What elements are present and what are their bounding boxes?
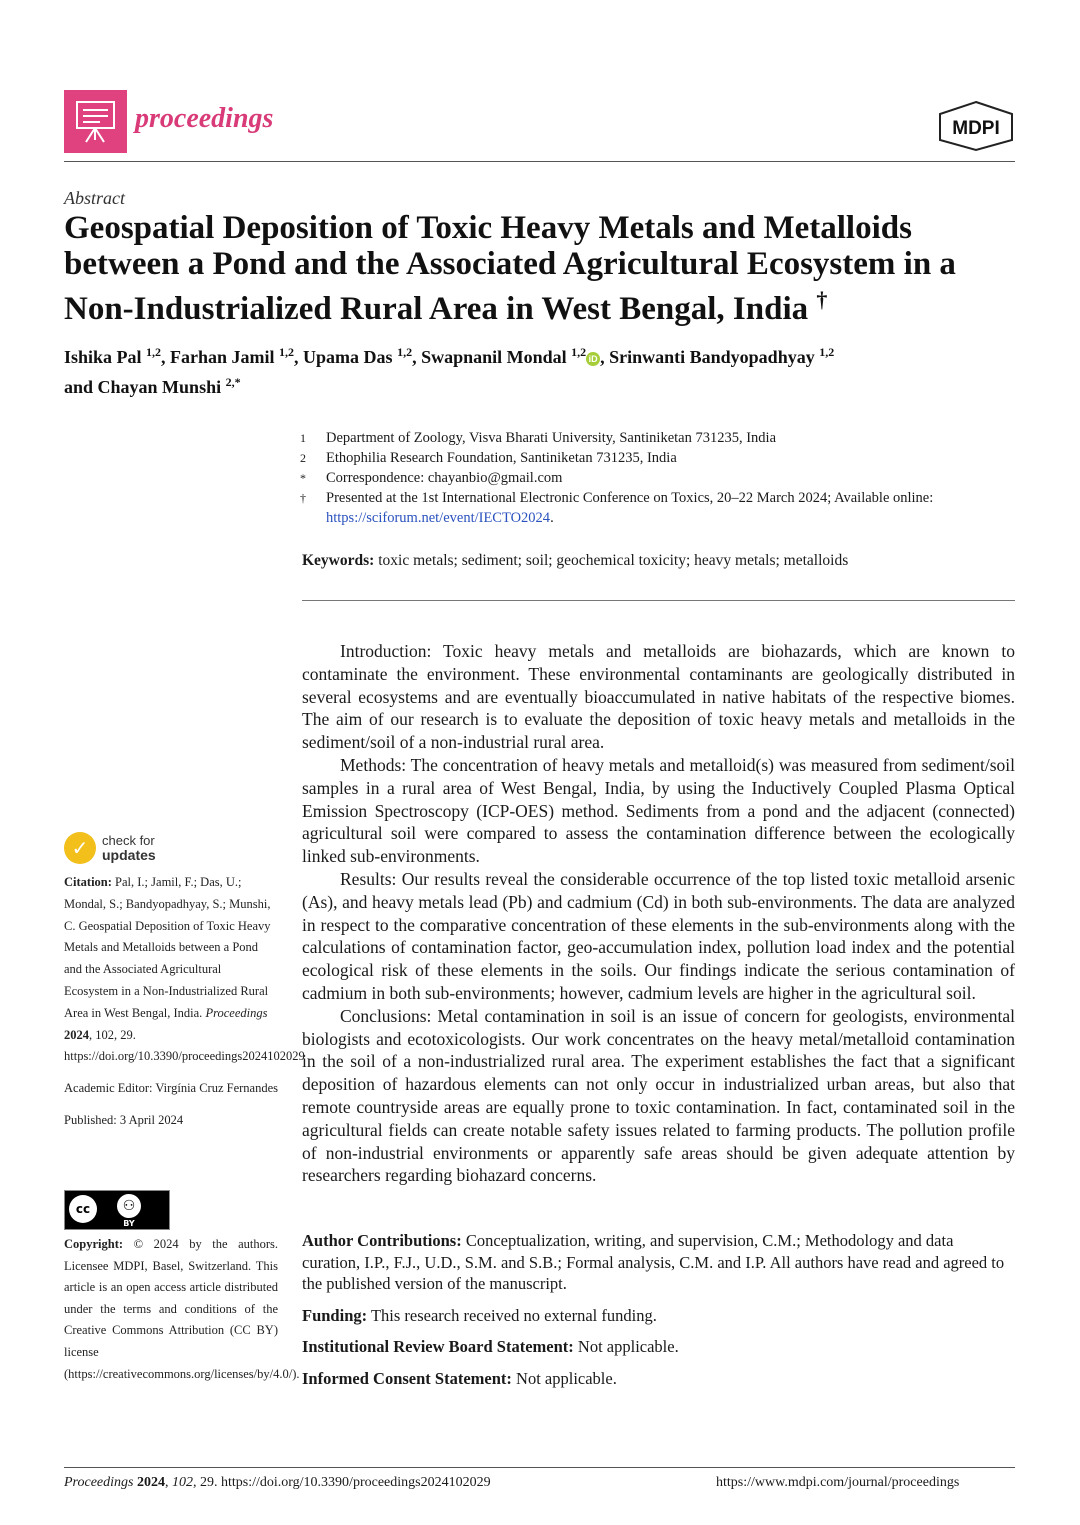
keywords-label: Keywords:	[302, 552, 375, 569]
check-updates-label	[102, 834, 156, 863]
author-affiliation: 1,2	[146, 345, 162, 359]
footer-divider	[64, 1467, 1015, 1468]
correspondence-text: Correspondence: chayanbio@gmail.com	[326, 470, 563, 486]
affiliation-text: Ethophilia Research Foundation, Santiniketan 731235, India	[326, 450, 677, 466]
published-date: Published: 3 April 2024	[64, 1112, 184, 1127]
article-type: Abstract	[64, 188, 125, 208]
author-affiliation: 1,2	[279, 345, 295, 359]
footer-journal: Proceedings	[64, 1475, 134, 1490]
affiliation-item	[300, 468, 1015, 488]
author-name: Ishika Pal	[64, 347, 142, 367]
irb-statement	[302, 1336, 1015, 1358]
author-contributions	[302, 1230, 1015, 1295]
affiliation-item	[300, 448, 1015, 468]
author-separator: ,	[294, 347, 304, 367]
footer-doi: , 29. https://doi.org/10.3390/proceedings2024102029	[192, 1475, 491, 1490]
affiliation-item	[300, 488, 1015, 528]
conference-note	[326, 488, 1015, 528]
citation-year: 2024	[64, 1027, 89, 1042]
citation-label: Citation:	[64, 875, 112, 889]
results-paragraph: Results: Our results reveal the considerable occurrence of the top listed toxic metalloid arsenic (As), and heavy metals lead (Pb) and cadmium (Cd) in both sub-environments. The data are analyzed in respect to the comparative concentration of these elements in the sub-environments along with the calculations of contamination factor, geo-accumulation index, pollution load index and the potential ecological risk of these elements in the soils. Our findings indicate the serious contamination of cadmium in both sub-environments; however, cadmium levels are higher in the agricultural soil.	[302, 868, 1015, 1003]
section-text: This research received no external funding.	[370, 1305, 657, 1325]
keywords-divider	[302, 600, 1015, 601]
footer-journal-url[interactable]: https://www.mdpi.com/journal/proceedings	[716, 1475, 960, 1490]
journal-name: proceedings	[135, 103, 274, 134]
keywords	[302, 552, 1017, 570]
copyright-text: © 2024 by the authors. Licensee MDPI, Basel, Switzerland. This article is an open access article distributed under the terms and conditions of the Creative Commons Attribution (CC BY) license (https://creativecommons.org/licenses/by/4.0/).	[64, 1237, 300, 1381]
conclusions-paragraph: Conclusions: Metal contamination in soil is an issue of concern for geologists, environmental biologists and ecotoxicologists. Our work concentrates on the heavy metal/metalloid contamination in the soil of a non-industrialized rural area. The experiment establishes the fact that a significant deposition of hazardous elements can not only occur in industrialized urban areas, but also that remote countryside areas are equally prone to toxic contamination. In fact, contaminated soil in the agricultural fields can create notable safety issues related to farming products. The pollution profile of non-industrial environments or apparently safe areas should be given adequate attention by researchers regarding biohazard concerns.	[302, 1005, 1015, 1186]
citation-doi: , 102, 29. https://doi.org/10.3390/proceedings2024102029	[64, 1027, 305, 1064]
header-divider	[64, 161, 1015, 162]
cc-icon: cc	[69, 1195, 97, 1223]
section-label: Funding:	[302, 1305, 368, 1325]
affiliation-text: Department of Zoology, Visva Bharati University, Santiniketan 731235, India	[326, 430, 777, 446]
section-text: Not applicable.	[577, 1337, 679, 1356]
journal-logo-icon	[64, 90, 127, 153]
section-text: Not applicable.	[516, 1368, 617, 1388]
author-name: Srinwanti Bandyopadhyay	[609, 347, 815, 367]
author-affiliation: 1,2	[571, 345, 587, 359]
author-name: Chayan Munshi	[97, 377, 222, 397]
consent-statement	[302, 1368, 1015, 1390]
affiliation-mark: 1	[300, 431, 306, 445]
author-name: Swapnanil Mondal	[421, 347, 567, 367]
check-updates-line1: check for	[102, 832, 155, 848]
author-separator: ,	[412, 347, 422, 367]
affiliations	[300, 428, 1015, 528]
section-label: Institutional Review Board Statement:	[302, 1337, 574, 1356]
check-updates-line2: updates	[102, 846, 156, 863]
affiliation-mark: 2	[300, 451, 306, 465]
footer-volume: 102	[171, 1475, 193, 1490]
copyright-notice	[64, 1234, 300, 1385]
author-name: Upama Das	[303, 347, 393, 367]
citation-journal: Proceedings	[205, 1005, 268, 1020]
mdpi-text: MDPI	[952, 118, 1000, 139]
footer-citation: Proceedings 2024, 102, 29. https://doi.org/10.3390/proceedings2024102029	[64, 1475, 491, 1490]
author-separator: ,	[600, 347, 610, 367]
back-matter	[302, 1230, 1015, 1399]
section-label: Informed Consent Statement:	[302, 1368, 512, 1388]
section-label: Author Contributions:	[302, 1231, 462, 1250]
conference-text: Presented at the 1st International Electronic Conference on Toxics, 20–22 March 2024; Available online:	[326, 490, 934, 506]
section-text: Conceptualization, writing, and supervision, C.M.; Methodology and data curation, I.P., F.J., U.D., S.M. and S.B.; Formal analysis, C.M. and I.P. All authors have read and agreed to the published version of the manuscript.	[302, 1231, 1005, 1293]
funding-statement	[302, 1305, 1015, 1327]
title-text: Geospatial Deposition of Toxic Heavy Metals and Metalloids between a Pond and the Associated Agricultural Ecosystem in a Non-Industrialized Rural Area in West Bengal, India	[64, 210, 956, 327]
title-mark: †	[816, 287, 828, 312]
attribution-icon: ⚇	[117, 1194, 141, 1218]
author-affiliation: 1,2	[397, 345, 413, 359]
author-name: Farhan Jamil	[170, 347, 275, 367]
academic-editor: Academic Editor: Virgínia Cruz Fernandes	[64, 1081, 279, 1096]
introduction-paragraph: Introduction: Toxic heavy metals and metalloids are biohazards, which are known to contaminate the environment. These environmental contaminants are geologically distributed in several ecosystems and are eventually bioaccumulated in native habitats of the respective biomes. The aim of our research is to evaluate the deposition of toxic heavy metals and metalloids in the sediment/soil of a non-industrial rural area.	[302, 641, 1015, 753]
conference-link-period: .	[550, 510, 554, 526]
keywords-text: toxic metals; sediment; soil; geochemical toxicity; heavy metals; metalloids	[378, 552, 849, 569]
footer-year: 2024	[136, 1475, 165, 1490]
by-label: BY	[123, 1219, 135, 1228]
author-list	[64, 340, 964, 400]
author-separator: ,	[161, 347, 171, 367]
article-title	[64, 210, 1024, 327]
orcid-icon[interactable]: iD	[586, 352, 600, 366]
conference-link[interactable]: https://sciforum.net/event/IECTO2024	[326, 510, 551, 526]
affiliation-mark: †	[300, 491, 306, 505]
sidebar-info	[64, 872, 305, 1142]
citation	[64, 872, 305, 1068]
methods-paragraph: Methods: The concentration of heavy metals and metalloid(s) was measured from sediment/soil samples in a rural area of West Bengal, India, by using the Inductively Coupled Plasma Optical Emission Spectroscopy (ICP-OES) method. Sediments from a pond and the adjacent (connected) agricultural soil were compared to assess the contamination difference between the ecologically linked sub-environments.	[302, 754, 1015, 867]
citation-text: Pal, I.; Jamil, F.; Das, U.; Mondal, S.; Bandyopadhyay, S.; Munshi, C. Geospatial Deposition of Toxic Heavy Metals and Metalloids between a Pond and the Associated Agricultural Ecosystem in a Non-Industrialized Rural Area in West Bengal, India.	[64, 875, 271, 1020]
author-affiliation: 2,*	[225, 375, 241, 389]
author-and: and	[64, 377, 94, 397]
affiliation-item	[300, 428, 1015, 448]
mdpi-logo	[936, 100, 1016, 157]
cc-by-license-badge[interactable]	[64, 1190, 170, 1230]
author-affiliation: 1,2	[819, 345, 835, 359]
copyright-label: Copyright:	[64, 1237, 124, 1251]
check-for-updates-button[interactable]	[64, 832, 156, 864]
checkmark-icon: ✓	[64, 832, 96, 864]
affiliation-mark: *	[300, 471, 306, 485]
abstract-body	[302, 640, 1015, 1187]
